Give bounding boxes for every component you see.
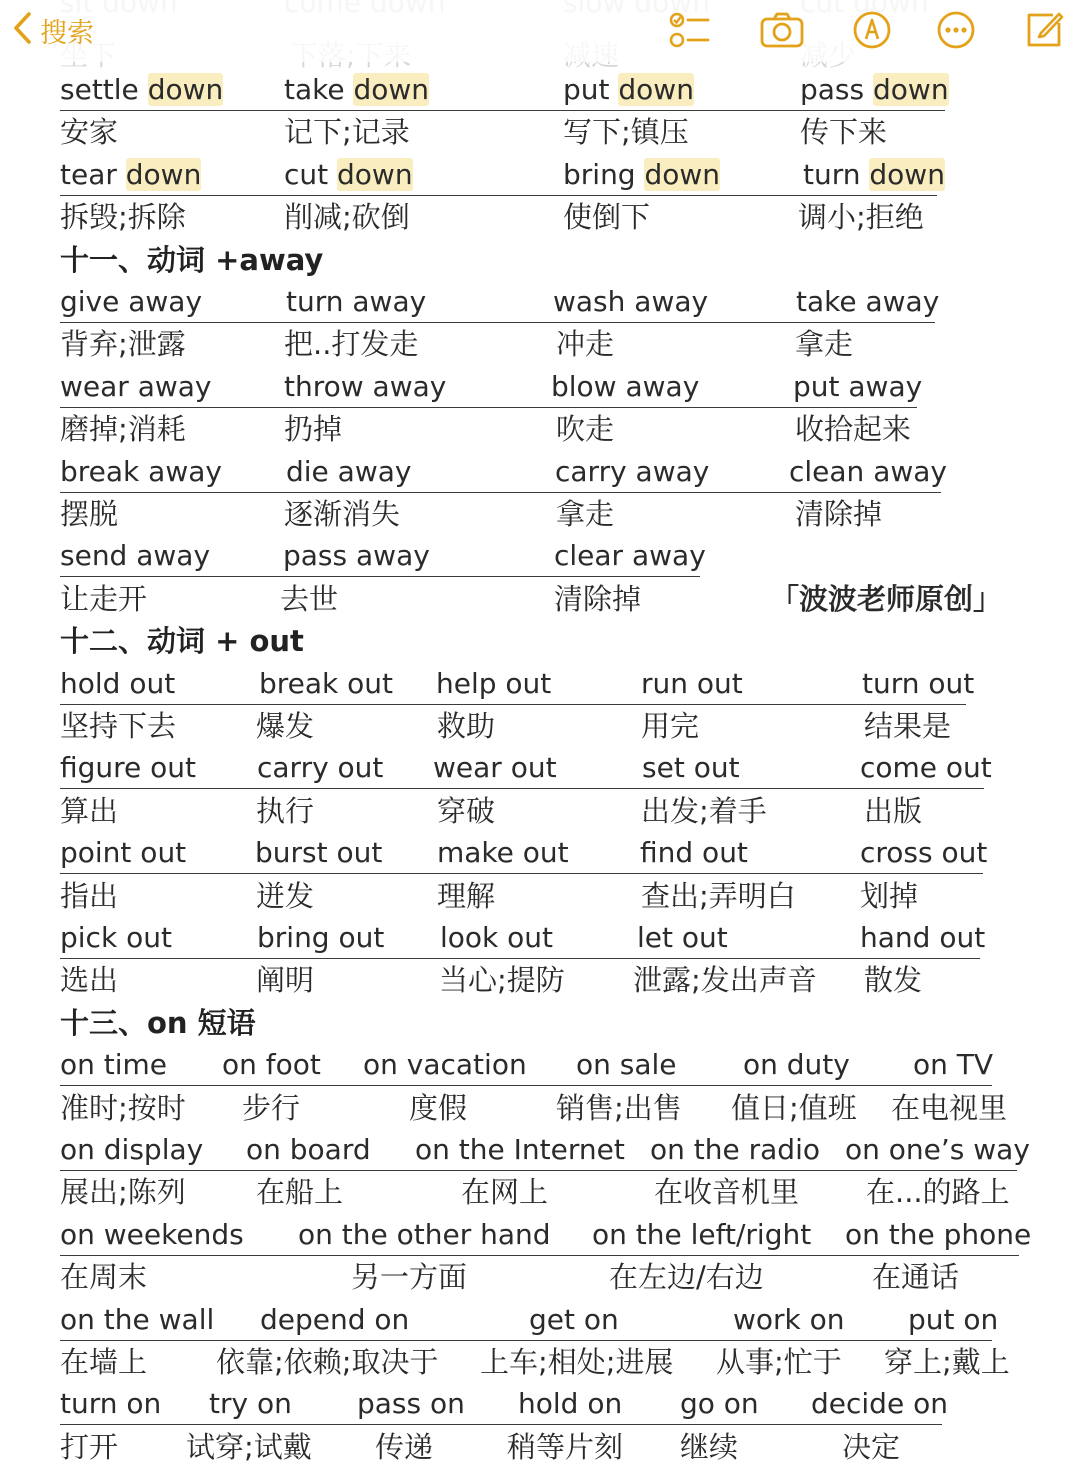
- phrase-verb: put: [563, 73, 619, 106]
- phrase-cell: on time: [60, 1048, 168, 1082]
- phrase-cell: point out: [60, 836, 187, 870]
- search-highlight: down: [873, 73, 949, 106]
- phrase-cell: [284, 70, 429, 110]
- phrase-cell: [563, 155, 720, 195]
- note-body[interactable]: [0, 70, 1080, 1464]
- meaning-cell: 上车;相处;进展: [480, 1345, 674, 1379]
- phrase-cell: give away: [60, 285, 203, 318]
- meaning-row: [0, 1427, 1080, 1467]
- phrase-row: [60, 748, 992, 789]
- meaning-cell: 用完: [641, 709, 700, 743]
- search-highlight: down: [125, 157, 202, 191]
- meaning-row: [0, 112, 1080, 152]
- phrase-cell: [803, 155, 945, 195]
- phrase-cell: look out: [440, 921, 554, 954]
- search-highlight: down: [618, 73, 694, 106]
- phrase-cell: on the Internet: [415, 1133, 625, 1166]
- phrase-cell: [800, 70, 949, 110]
- phrase-cell: on the wall: [60, 1302, 215, 1336]
- phrase-cell: pass on: [357, 1387, 465, 1421]
- phrase-cell: clear away: [554, 539, 706, 573]
- markup-icon[interactable]: [846, 6, 898, 54]
- meaning-cell: 记下;记录: [284, 115, 410, 150]
- meaning-cell: 收拾起来: [795, 412, 912, 447]
- phrase-cell: on sale: [576, 1048, 677, 1082]
- phrase-cell: make out: [437, 836, 569, 870]
- phrase-verb: cut: [284, 157, 338, 191]
- meaning-cell: 把..打发走: [284, 327, 419, 362]
- phrase-cell: send away: [60, 539, 211, 573]
- phrase-cell: figure out: [60, 751, 197, 785]
- phrase-verb: bring: [563, 157, 645, 191]
- notes-toolbar: [0, 0, 1080, 62]
- meaning-cell: 步行: [242, 1090, 301, 1125]
- meaning-cell: 另一方面: [351, 1260, 468, 1295]
- meaning-cell: 散发: [864, 963, 923, 998]
- phrase-cell: blow away: [551, 369, 700, 403]
- phrase-cell: work on: [733, 1302, 845, 1336]
- author-credit: 「波波老师原创」: [770, 581, 1003, 616]
- meaning-cell: 安家: [60, 115, 119, 150]
- phrase-cell: let out: [637, 921, 728, 954]
- meaning-cell: 传下来: [800, 115, 888, 150]
- phrase-cell: on the other hand: [298, 1217, 551, 1251]
- meaning-cell: 选出: [60, 963, 119, 998]
- phrase-cell: put away: [793, 369, 923, 403]
- phrase-cell: on foot: [222, 1048, 321, 1082]
- search-highlight: down: [147, 73, 224, 106]
- phrase-cell: break away: [60, 454, 222, 488]
- meaning-cell: 阐明: [256, 963, 315, 998]
- phrase-cell: on display: [60, 1133, 204, 1166]
- phrase-row: [60, 282, 940, 323]
- phrase-row: [60, 918, 986, 959]
- meaning-cell: 在网上: [461, 1175, 549, 1210]
- meaning-cell: 当心;提防: [439, 963, 565, 998]
- phrase-cell: go on: [680, 1387, 759, 1421]
- phrase-cell: on board: [246, 1133, 371, 1166]
- phrase-cell: die away: [286, 454, 412, 488]
- phrase-cell: [563, 70, 694, 110]
- meaning-row: [0, 579, 1080, 619]
- meaning-cell: 在...的路上: [866, 1175, 1010, 1210]
- meaning-cell: 救助: [437, 709, 496, 743]
- meaning-row: [0, 409, 1080, 449]
- meaning-cell: 稍等片刻: [507, 1429, 624, 1464]
- meaning-cell: 在电视里: [891, 1090, 1008, 1125]
- phrase-cell: find out: [640, 836, 748, 870]
- meaning-cell: 准时;按时: [60, 1090, 186, 1125]
- meaning-cell: 决定: [842, 1429, 901, 1464]
- meaning-cell: 穿上;戴上: [884, 1345, 1010, 1379]
- phrase-cell: hold on: [518, 1387, 623, 1421]
- phrase-verb: tear: [60, 157, 126, 191]
- meaning-cell: 值日;值班: [731, 1090, 857, 1125]
- phrase-cell: on weekends: [60, 1217, 244, 1251]
- meaning-cell: 拿走: [556, 497, 615, 531]
- phrase-cell: try on: [209, 1387, 292, 1421]
- meaning-cell: 指出: [60, 878, 119, 913]
- meaning-cell: 使倒下: [563, 200, 651, 235]
- phrase-cell: on duty: [743, 1048, 850, 1082]
- meaning-row: [0, 1257, 1080, 1297]
- meaning-cell: 结果是: [864, 709, 952, 743]
- checklist-icon[interactable]: [664, 6, 716, 54]
- phrase-cell: on the phone: [845, 1217, 1032, 1251]
- meaning-cell: 划掉: [860, 878, 919, 913]
- meaning-row: [0, 1342, 1080, 1382]
- meaning-cell: 逐渐消失: [284, 497, 401, 531]
- camera-icon[interactable]: [756, 6, 808, 54]
- phrase-cell: carry away: [555, 454, 710, 488]
- meaning-cell: 在周末: [60, 1260, 148, 1295]
- phrase-cell: pass away: [283, 539, 430, 573]
- meaning-cell: 摆脱: [60, 497, 119, 531]
- meaning-cell: 出发;着手: [641, 793, 767, 828]
- phrase-row: [60, 664, 975, 705]
- phrase-cell: depend on: [260, 1302, 410, 1336]
- meaning-cell: 去世: [280, 581, 339, 616]
- meaning-cell: 调小;拒绝: [798, 200, 924, 235]
- meaning-row: [0, 494, 1080, 534]
- meaning-cell: 削减;砍倒: [284, 200, 410, 235]
- meaning-cell: 磨掉;消耗: [60, 412, 186, 447]
- meaning-cell: 清除掉: [554, 581, 642, 616]
- meaning-cell: 算出: [60, 793, 119, 828]
- phrase-cell: turn away: [286, 285, 427, 318]
- meaning-cell: 打开: [60, 1429, 119, 1464]
- meaning-row: [0, 791, 1080, 831]
- meaning-cell: 继续: [680, 1429, 739, 1464]
- meaning-row: [0, 1088, 1080, 1128]
- phrase-cell: bring out: [257, 921, 385, 954]
- phrase-cell: carry out: [257, 751, 384, 785]
- phrase-cell: on the left/right: [592, 1217, 812, 1251]
- phrase-cell: clean away: [789, 454, 947, 488]
- section-heading: 十一、动词 +away: [60, 242, 324, 277]
- meaning-cell: 出版: [864, 793, 923, 828]
- compose-icon[interactable]: [1018, 6, 1070, 54]
- phrase-row: [60, 367, 923, 408]
- meaning-cell: 冲走: [556, 327, 615, 362]
- meaning-cell: 拿走: [795, 327, 854, 362]
- phrase-cell: turn on: [60, 1387, 162, 1421]
- meaning-cell: 在收音机里: [654, 1175, 800, 1210]
- phrase-row: [60, 1384, 948, 1425]
- phrase-verb: take: [284, 73, 354, 106]
- more-icon[interactable]: [930, 6, 982, 54]
- phrase-row: [60, 1215, 1032, 1256]
- phrase-cell: hold out: [60, 666, 176, 700]
- meaning-cell: 穿破: [437, 793, 496, 828]
- meaning-cell: 在通话: [872, 1260, 960, 1295]
- phrase-row: [60, 833, 988, 874]
- phrase-cell: turn out: [862, 666, 975, 700]
- meaning-cell: 在墙上: [60, 1345, 148, 1379]
- phrase-cell: break out: [259, 666, 394, 700]
- meaning-cell: 泄露;发出声音: [633, 963, 817, 998]
- phrase-row: [60, 1130, 1030, 1171]
- meaning-row: [0, 197, 1080, 237]
- phrase-row: [60, 1300, 999, 1341]
- meaning-cell: 清除掉: [795, 497, 883, 531]
- meaning-cell: 吹走: [556, 412, 615, 447]
- meaning-cell: 在船上: [256, 1175, 344, 1210]
- phrase-verb: turn: [803, 157, 870, 191]
- phrase-cell: come out: [860, 751, 992, 785]
- meaning-cell: 坚持下去: [60, 709, 177, 743]
- phrase-cell: take away: [796, 285, 940, 318]
- phrase-row: [60, 70, 949, 111]
- meaning-cell: 拆毁;拆除: [60, 200, 186, 235]
- meaning-row: [0, 876, 1080, 916]
- phrase-cell: on vacation: [363, 1048, 527, 1082]
- meaning-cell: 迸发: [256, 878, 315, 913]
- phrase-verb: pass: [800, 73, 874, 106]
- meaning-cell: 写下;镇压: [563, 115, 689, 150]
- meaning-cell: 爆发: [256, 709, 315, 743]
- section-heading: 十二、动词 + out: [60, 624, 304, 659]
- phrase-row: [60, 452, 947, 493]
- meaning-cell: 传递: [375, 1429, 434, 1464]
- meaning-row: [0, 1172, 1080, 1212]
- phrase-row: [60, 536, 706, 577]
- phrase-cell: burst out: [255, 836, 383, 870]
- phrase-cell: decide on: [811, 1387, 948, 1421]
- section-heading: 十三、on 短语: [60, 1005, 256, 1040]
- phrase-cell: throw away: [284, 369, 447, 403]
- search-highlight: down: [337, 157, 413, 191]
- meaning-row: [0, 706, 1080, 746]
- phrase-cell: wear out: [433, 751, 557, 785]
- meaning-cell: 背弃;泄露: [60, 327, 186, 362]
- phrase-cell: on the radio: [650, 1133, 820, 1166]
- phrase-cell: on one’s way: [845, 1133, 1030, 1166]
- phrase-row: [60, 155, 945, 196]
- phrase-cell: [284, 155, 413, 195]
- phrase-cell: get on: [529, 1302, 619, 1336]
- meaning-cell: 让走开: [60, 581, 148, 616]
- meaning-row: [0, 324, 1080, 364]
- phrase-cell: pick out: [60, 921, 172, 954]
- meaning-cell: 展出;陈列: [60, 1175, 186, 1210]
- phrase-row: [60, 1045, 992, 1086]
- meaning-cell: 度假: [409, 1090, 468, 1125]
- meaning-cell: 从事;忙于: [716, 1345, 842, 1379]
- phrase-cell: on TV: [913, 1048, 994, 1082]
- meaning-row: [0, 960, 1080, 1000]
- phrase-cell: set out: [642, 751, 740, 785]
- chevron-left-icon: [12, 11, 34, 49]
- phrase-cell: hand out: [860, 921, 986, 954]
- phrase-cell: run out: [641, 666, 743, 700]
- search-highlight: down: [869, 157, 945, 191]
- back-button[interactable]: [12, 8, 94, 52]
- meaning-cell: 试穿;试戴: [186, 1429, 312, 1464]
- meaning-cell: 查出;弄明白: [641, 878, 796, 913]
- phrase-cell: wash away: [553, 285, 709, 318]
- phrase-cell: help out: [436, 666, 552, 700]
- back-button-label: 搜索: [40, 17, 94, 49]
- meaning-cell: 依靠;依赖;取决于: [216, 1345, 439, 1379]
- meaning-cell: 理解: [437, 878, 496, 913]
- phrase-cell: put on: [908, 1302, 999, 1336]
- phrase-verb: settle: [60, 73, 148, 106]
- phrase-cell: wear away: [60, 369, 212, 403]
- phrase-cell: [60, 155, 201, 195]
- meaning-cell: 在左边/右边: [609, 1260, 764, 1295]
- phrase-cell: [60, 70, 223, 110]
- meaning-cell: 销售;出售: [556, 1090, 682, 1125]
- search-highlight: down: [644, 157, 721, 191]
- phrase-cell: cross out: [860, 836, 988, 870]
- meaning-cell: 执行: [256, 793, 315, 828]
- search-highlight: down: [353, 73, 430, 106]
- meaning-cell: 扔掉: [284, 412, 343, 447]
